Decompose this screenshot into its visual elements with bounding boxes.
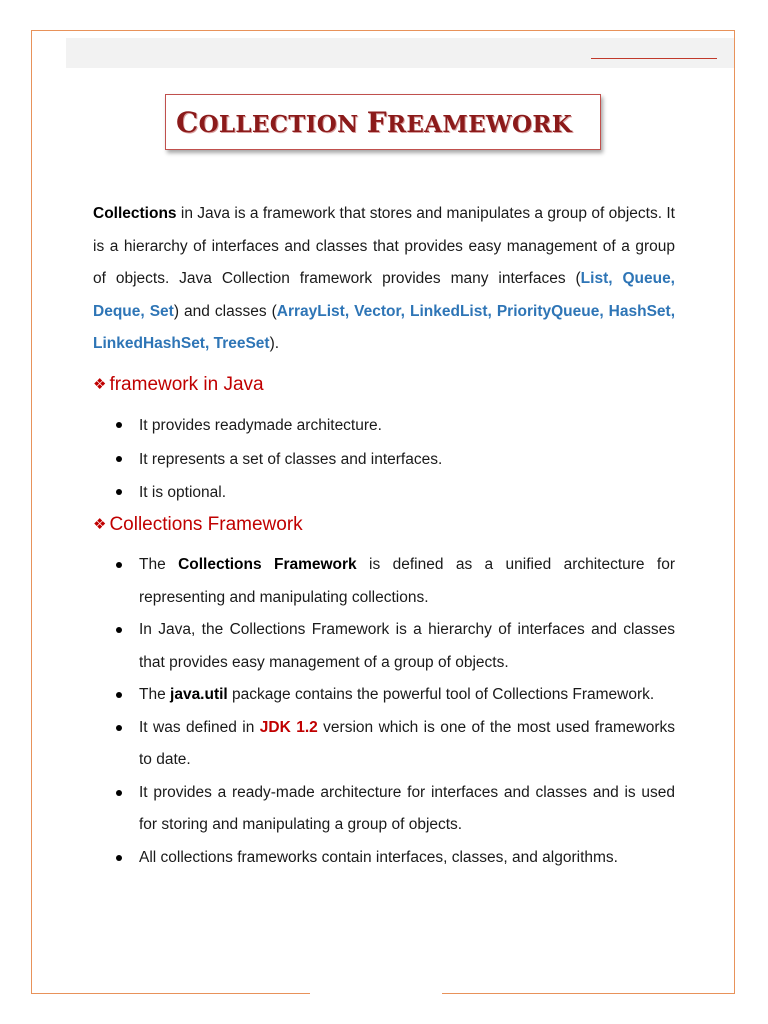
list-item: It is optional. xyxy=(139,476,675,510)
diamond-bullet-icon: ❖ xyxy=(93,516,107,533)
page-title: COLLECTION FREAMEWORK xyxy=(176,106,573,139)
section-heading-collections: ❖ Collections Framework xyxy=(93,514,303,535)
framework-list xyxy=(139,409,675,510)
section-heading-framework: ❖ framework in Java xyxy=(93,374,264,395)
intro-paragraph: Collections in Java is a framework that stores and manipulates a group of objects. It is a hierarchy of interfaces and classes that provides easy management of a group of objects. Java Collection framework provides many interfaces (List, Queue, Deque, Set) and classes (ArrayList, Vector, LinkedList, PriorityQueue, HashSet, LinkedHashSet, TreeSet). xyxy=(93,205,675,352)
classes-list: ArrayList, Vector, LinkedList, PriorityQueue, HashSet, LinkedHashSet, TreeSet xyxy=(93,302,675,352)
footer-gap xyxy=(310,990,442,998)
list-item: It was defined in JDK 1.2 version which is one of the most used frameworks to date. xyxy=(139,712,675,777)
header-band xyxy=(66,38,734,68)
collections-list xyxy=(139,549,675,874)
list-item: In Java, the Collections Framework is a hierarchy of interfaces and classes that provides easy management of a group of objects. xyxy=(139,614,675,679)
list-item: It provides a ready-made architecture for interfaces and classes and is used for storing and manipulating a group of objects. xyxy=(139,777,675,842)
list-item: All collections frameworks contain interfaces, classes, and algorithms. xyxy=(139,842,675,875)
title-box xyxy=(165,94,601,150)
diamond-bullet-icon: ❖ xyxy=(93,376,107,393)
interfaces-list: List, Queue, Deque, Set xyxy=(93,270,675,320)
intro-lead: Collections xyxy=(93,205,177,222)
list-item: The java.util package contains the powerful tool of Collections Framework. xyxy=(139,679,675,712)
list-item: It provides readymade architecture. xyxy=(139,409,675,443)
header-rule xyxy=(591,58,717,59)
list-item: It represents a set of classes and interfaces. xyxy=(139,443,675,477)
list-item: The Collections Framework is defined as a unified architecture for representing and manipulating collections. xyxy=(139,549,675,614)
jdk-version: JDK 1.2 xyxy=(259,718,318,736)
